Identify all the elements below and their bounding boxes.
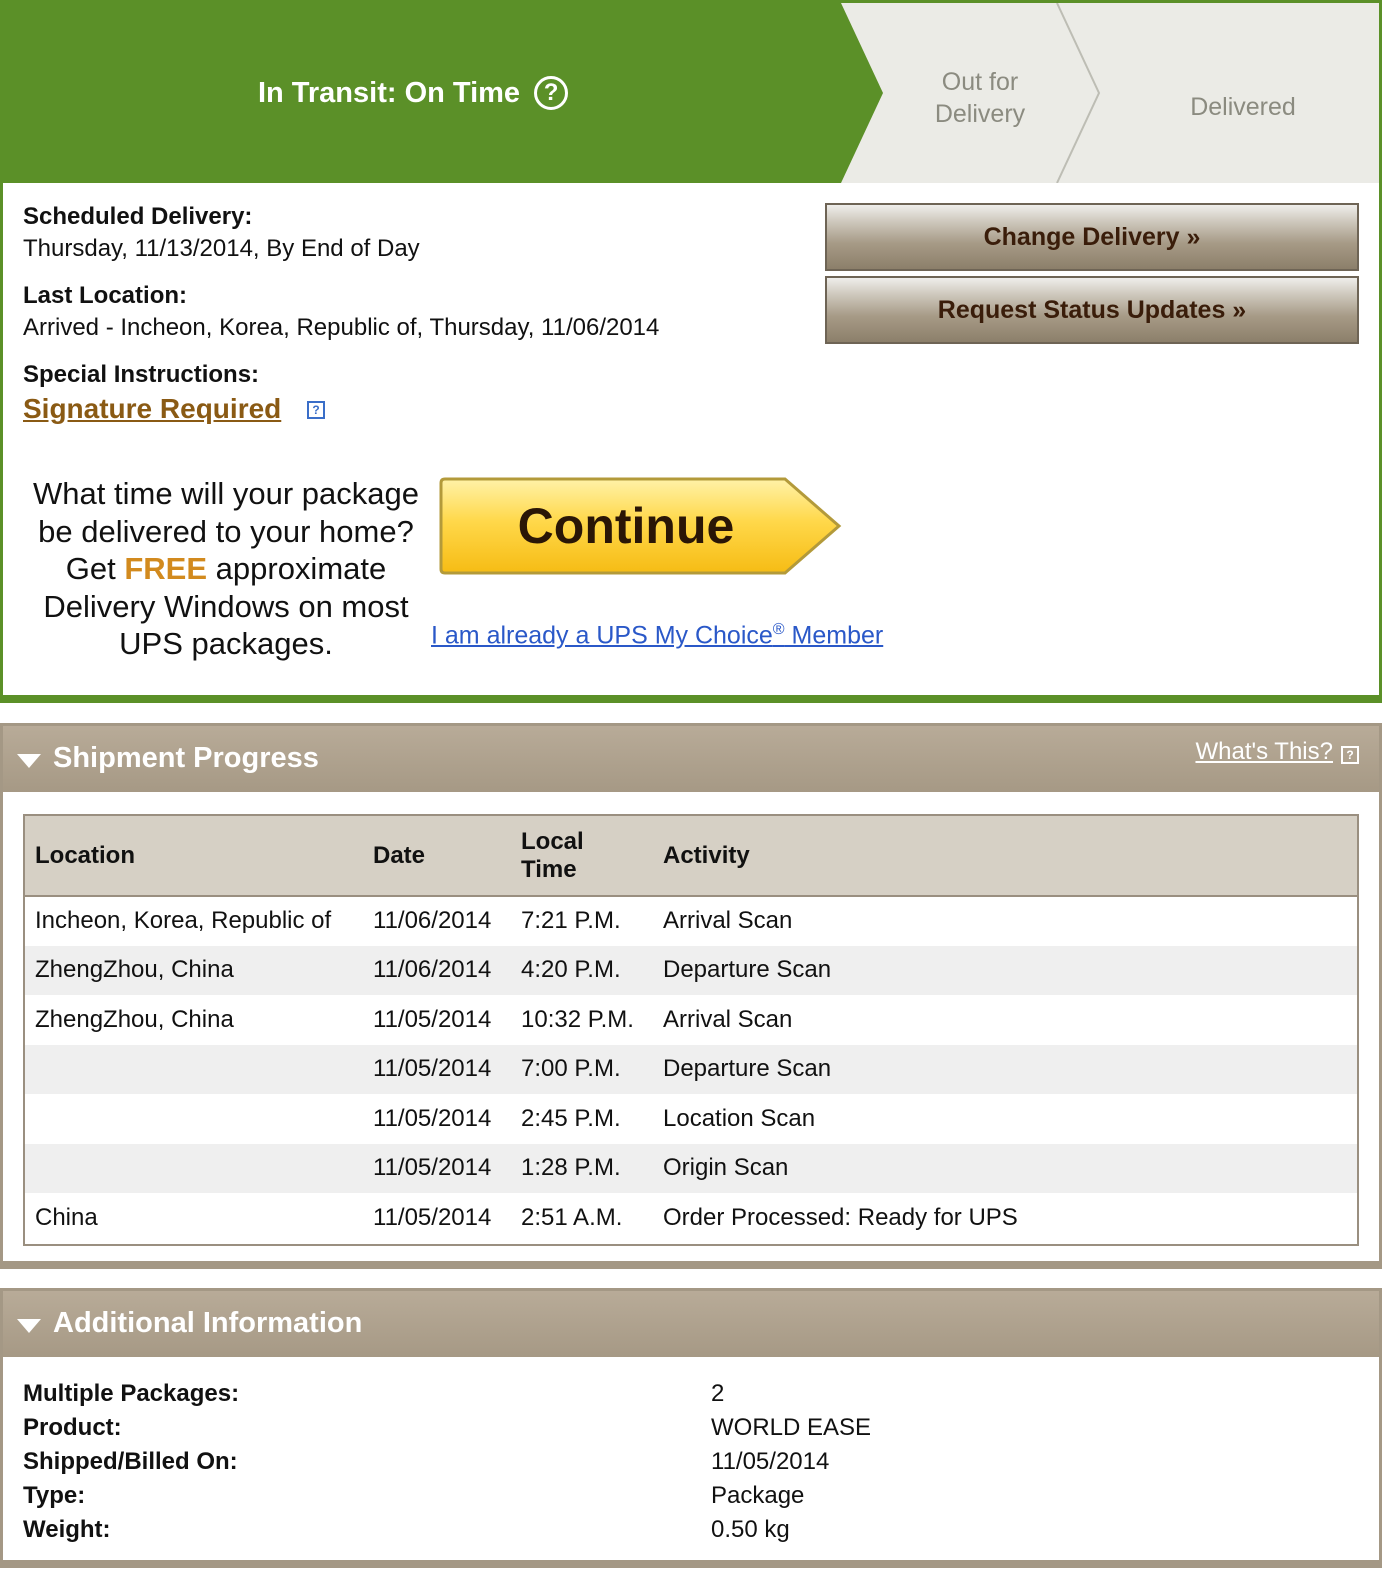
cell-time: 4:20 P.M. (521, 956, 621, 984)
cell-time: 7:00 P.M. (521, 1055, 621, 1083)
collapse-triangle-icon[interactable] (17, 754, 41, 768)
multiple-packages-label: Multiple Packages: (23, 1380, 240, 1407)
step-out-for-delivery (895, 3, 1065, 183)
table-row (25, 1144, 1357, 1194)
additional-information-header[interactable] (3, 1291, 1379, 1357)
my-choice-member-link[interactable] (431, 621, 883, 650)
cell-activity: Origin Scan (663, 1154, 789, 1182)
step-delivered-label: Delivered (1190, 93, 1296, 121)
table-row (25, 1193, 1357, 1243)
cell-time: 2:51 A.M. (521, 1203, 623, 1231)
step-out-label-line1: Out for (941, 68, 1019, 96)
shipped-billed-label: Shipped/Billed On: (23, 1448, 238, 1475)
member-link-suffix: Member (784, 621, 884, 650)
product-label: Product: (23, 1414, 122, 1441)
change-delivery-button[interactable]: Change Delivery » (825, 203, 1359, 271)
type-label: Type: (23, 1482, 86, 1509)
promo-line-2: be delivered to your home? (38, 513, 414, 549)
step-in-transit (3, 3, 823, 183)
scheduled-delivery-value: Thursday, 11/13/2014, By End of Day (23, 235, 420, 262)
table-row (25, 896, 1357, 946)
continue-button[interactable] (439, 473, 845, 579)
help-square-icon[interactable]: ? (1341, 746, 1359, 764)
cell-date: 11/05/2014 (373, 1154, 492, 1182)
promo-line-3-post: approximate (207, 551, 387, 586)
shipment-progress-header[interactable] (3, 726, 1379, 792)
shipment-progress-title: Shipment Progress (53, 742, 319, 774)
weight-value: 0.50 kg (711, 1516, 790, 1543)
additional-information-panel (0, 1288, 1382, 1568)
type-value: Package (711, 1482, 805, 1509)
cell-activity: Departure Scan (663, 956, 832, 984)
cell-location: Incheon, Korea, Republic of (35, 907, 332, 935)
column-header-date: Date (363, 816, 511, 896)
collapse-triangle-icon[interactable] (17, 1319, 41, 1333)
promo-line-3-pre: Get (65, 551, 125, 586)
multiple-packages-value: 2 (711, 1380, 725, 1407)
promo-line-3 (21, 550, 431, 588)
request-status-updates-button[interactable]: Request Status Updates » (825, 276, 1359, 344)
delivery-progress-bar (3, 3, 1379, 183)
step-delivered (1113, 3, 1373, 183)
shipment-progress-table-container (23, 814, 1359, 1246)
table-header-row (25, 816, 1357, 896)
local-time-header-line2: Time (521, 855, 577, 883)
cell-date: 11/05/2014 (373, 1055, 492, 1083)
tracking-status-card (0, 0, 1382, 703)
scheduled-delivery-label: Scheduled Delivery: (23, 203, 253, 230)
cell-activity: Departure Scan (663, 1055, 832, 1083)
promo-line-4: Delivery Windows on most (43, 588, 409, 624)
last-location-label: Last Location: (23, 282, 188, 309)
promo-line-1: What time will your package (33, 476, 419, 511)
promo-free-highlight: FREE (124, 551, 208, 586)
signature-required-link[interactable]: Signature Required (23, 393, 282, 424)
cell-time: 10:32 P.M. (521, 1005, 634, 1033)
table-row (25, 946, 1357, 996)
cell-activity: Arrival Scan (663, 907, 793, 935)
step-in-transit-label: In Transit: On Time (257, 76, 521, 109)
column-header-activity: Activity (653, 816, 1357, 896)
table-row (25, 1094, 1357, 1144)
my-choice-promo-text (21, 475, 431, 663)
step-out-label-line2: Delivery (934, 100, 1026, 128)
cell-location: China (35, 1203, 98, 1231)
cell-location (25, 1144, 363, 1194)
cell-location (25, 1094, 363, 1144)
cell-date: 11/05/2014 (373, 1203, 492, 1231)
cell-date: 11/05/2014 (373, 1005, 492, 1033)
product-value: WORLD EASE (711, 1414, 872, 1441)
cell-activity: Location Scan (663, 1104, 816, 1132)
registered-mark: ® (772, 621, 785, 638)
local-time-header-line1: Local (521, 827, 584, 855)
cell-time: 7:21 P.M. (521, 907, 621, 935)
cell-activity: Arrival Scan (663, 1005, 793, 1033)
promo-line-5: UPS packages. (119, 626, 333, 661)
cell-date: 11/05/2014 (373, 1104, 492, 1132)
cell-time: 2:45 P.M. (521, 1104, 621, 1132)
cell-date: 11/06/2014 (373, 907, 492, 935)
cell-time: 1:28 P.M. (521, 1154, 621, 1182)
whats-this-link[interactable]: What's This? (1195, 738, 1333, 765)
shipment-progress-panel (0, 723, 1382, 1269)
shipped-billed-value: 11/05/2014 (711, 1448, 830, 1475)
weight-label: Weight: (23, 1516, 111, 1543)
column-header-local-time (511, 816, 653, 896)
shipment-progress-table (25, 816, 1357, 1243)
continue-label: Continue (517, 498, 735, 554)
additional-information-title: Additional Information (53, 1307, 363, 1339)
cell-location (25, 1045, 363, 1095)
cell-location: ZhengZhou, China (35, 956, 234, 984)
cell-activity: Order Processed: Ready for UPS (663, 1203, 1018, 1231)
cell-location: ZhengZhou, China (35, 1005, 234, 1033)
table-row (25, 995, 1357, 1045)
help-circle-icon[interactable]: ? (534, 76, 568, 110)
column-header-location: Location (25, 816, 363, 896)
table-row (25, 1045, 1357, 1095)
member-link-text: I am already a UPS My Choice (431, 621, 773, 650)
last-location-value: Arrived - Incheon, Korea, Republic of, Thursday, 11/06/2014 (23, 314, 660, 341)
cell-date: 11/06/2014 (373, 956, 492, 984)
help-square-icon[interactable]: ? (307, 401, 325, 419)
special-instructions-label: Special Instructions: (23, 361, 260, 388)
